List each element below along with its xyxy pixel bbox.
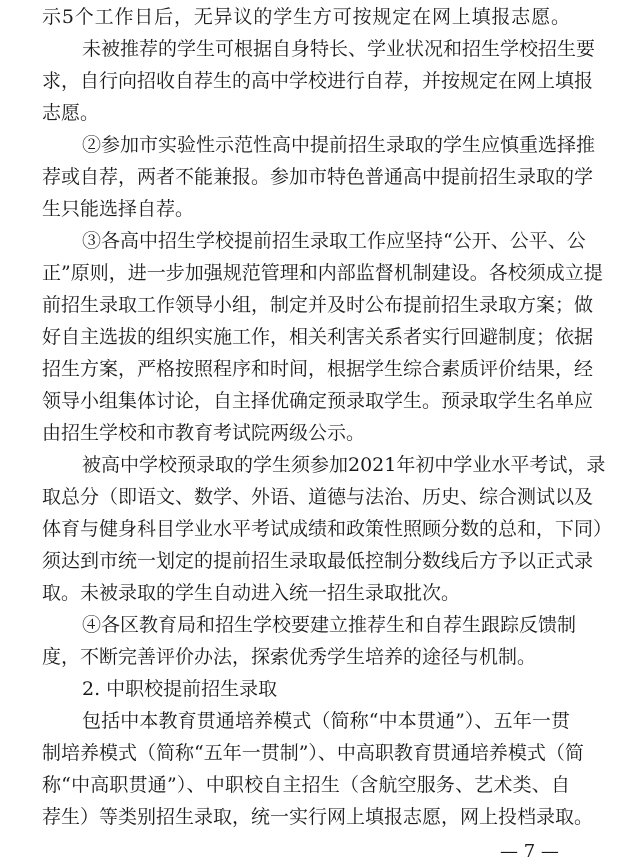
text-line: 志愿。 bbox=[42, 102, 100, 124]
text-line: ④各区教育局和招生学校要建立推荐生和自荐生跟踪反馈制 bbox=[82, 614, 577, 636]
text-line: 体育与健身科目学业水平考试成绩和政策性照顾分数的总和，下同） bbox=[42, 518, 613, 540]
text-line: 领导小组集体讨论，自主择优确定预录取学生。预录取学生名单应 bbox=[42, 390, 594, 412]
text-line: 正”原则，进一步加强规范管理和内部监督机制建设。各校须成立提 bbox=[42, 262, 603, 284]
text-line: 包括中本教育贯通培养模式（简称“中本贯通”）、五年一贯 bbox=[82, 710, 570, 732]
section-heading: 2. 中职校提前招生录取 bbox=[82, 678, 278, 700]
text-line: 被高中学校预录取的学生须参加2021年初中学业水平考试，录 bbox=[82, 454, 606, 476]
text-line: 取总分（即语文、数学、外语、道德与法治、历史、综合测试以及 bbox=[42, 486, 594, 508]
text-line: 称“中高职贯通”）、中职校自主招生（含航空服务、艺术类、自 bbox=[42, 774, 570, 796]
text-line: 未被推荐的学生可根据自身特长、学业状况和招生学校招生要 bbox=[82, 38, 596, 60]
text-line: 示5个工作日后，无异议的学生方可按规定在网上填报志愿。 bbox=[42, 6, 570, 28]
text-line: 荐或自荐，两者不能兼报。参加市特色普通高中提前招生录取的学 bbox=[42, 166, 594, 188]
text-line: 由招生学校和市教育考试院两级公示。 bbox=[42, 422, 366, 444]
text-line: 生只能选择自荐。 bbox=[42, 198, 195, 220]
text-line: 求，自行向招收自荐生的高中学校进行自荐，并按规定在网上填报 bbox=[42, 70, 594, 92]
text-line: ③各高中招生学校提前招生录取工作应坚持“公开、公平、公 bbox=[82, 230, 586, 252]
text-line: 招生方案，严格按照程序和时间，根据学生综合素质评价结果，经 bbox=[42, 358, 594, 380]
text-line: ②参加市实验性示范性高中提前招生录取的学生应慎重选择推 bbox=[82, 134, 596, 156]
text-line: 荐生）等类别招生录取，统一实行网上填报志愿，网上投档录取。 bbox=[42, 806, 594, 828]
text-line: 制培养模式（简称“五年一贯制”）、中高职教育贯通培养模式（简 bbox=[42, 742, 584, 764]
text-line: 好自主选拔的组织实施工作，相关利害关系者实行回避制度；依据 bbox=[42, 326, 594, 348]
text-line: 取。未被录取的学生自动进入统一招生录取批次。 bbox=[42, 582, 461, 604]
text-line: 前招生录取工作领导小组，制定并及时公布提前招生录取方案；做 bbox=[42, 294, 594, 316]
text-line: 度，不断完善评价办法，探索优秀学生培养的途径与机制。 bbox=[42, 646, 537, 668]
text-line: 须达到市统一划定的提前招生录取最低控制分数线后方予以正式录 bbox=[42, 550, 594, 572]
page-number: — 7 — bbox=[500, 841, 559, 862]
